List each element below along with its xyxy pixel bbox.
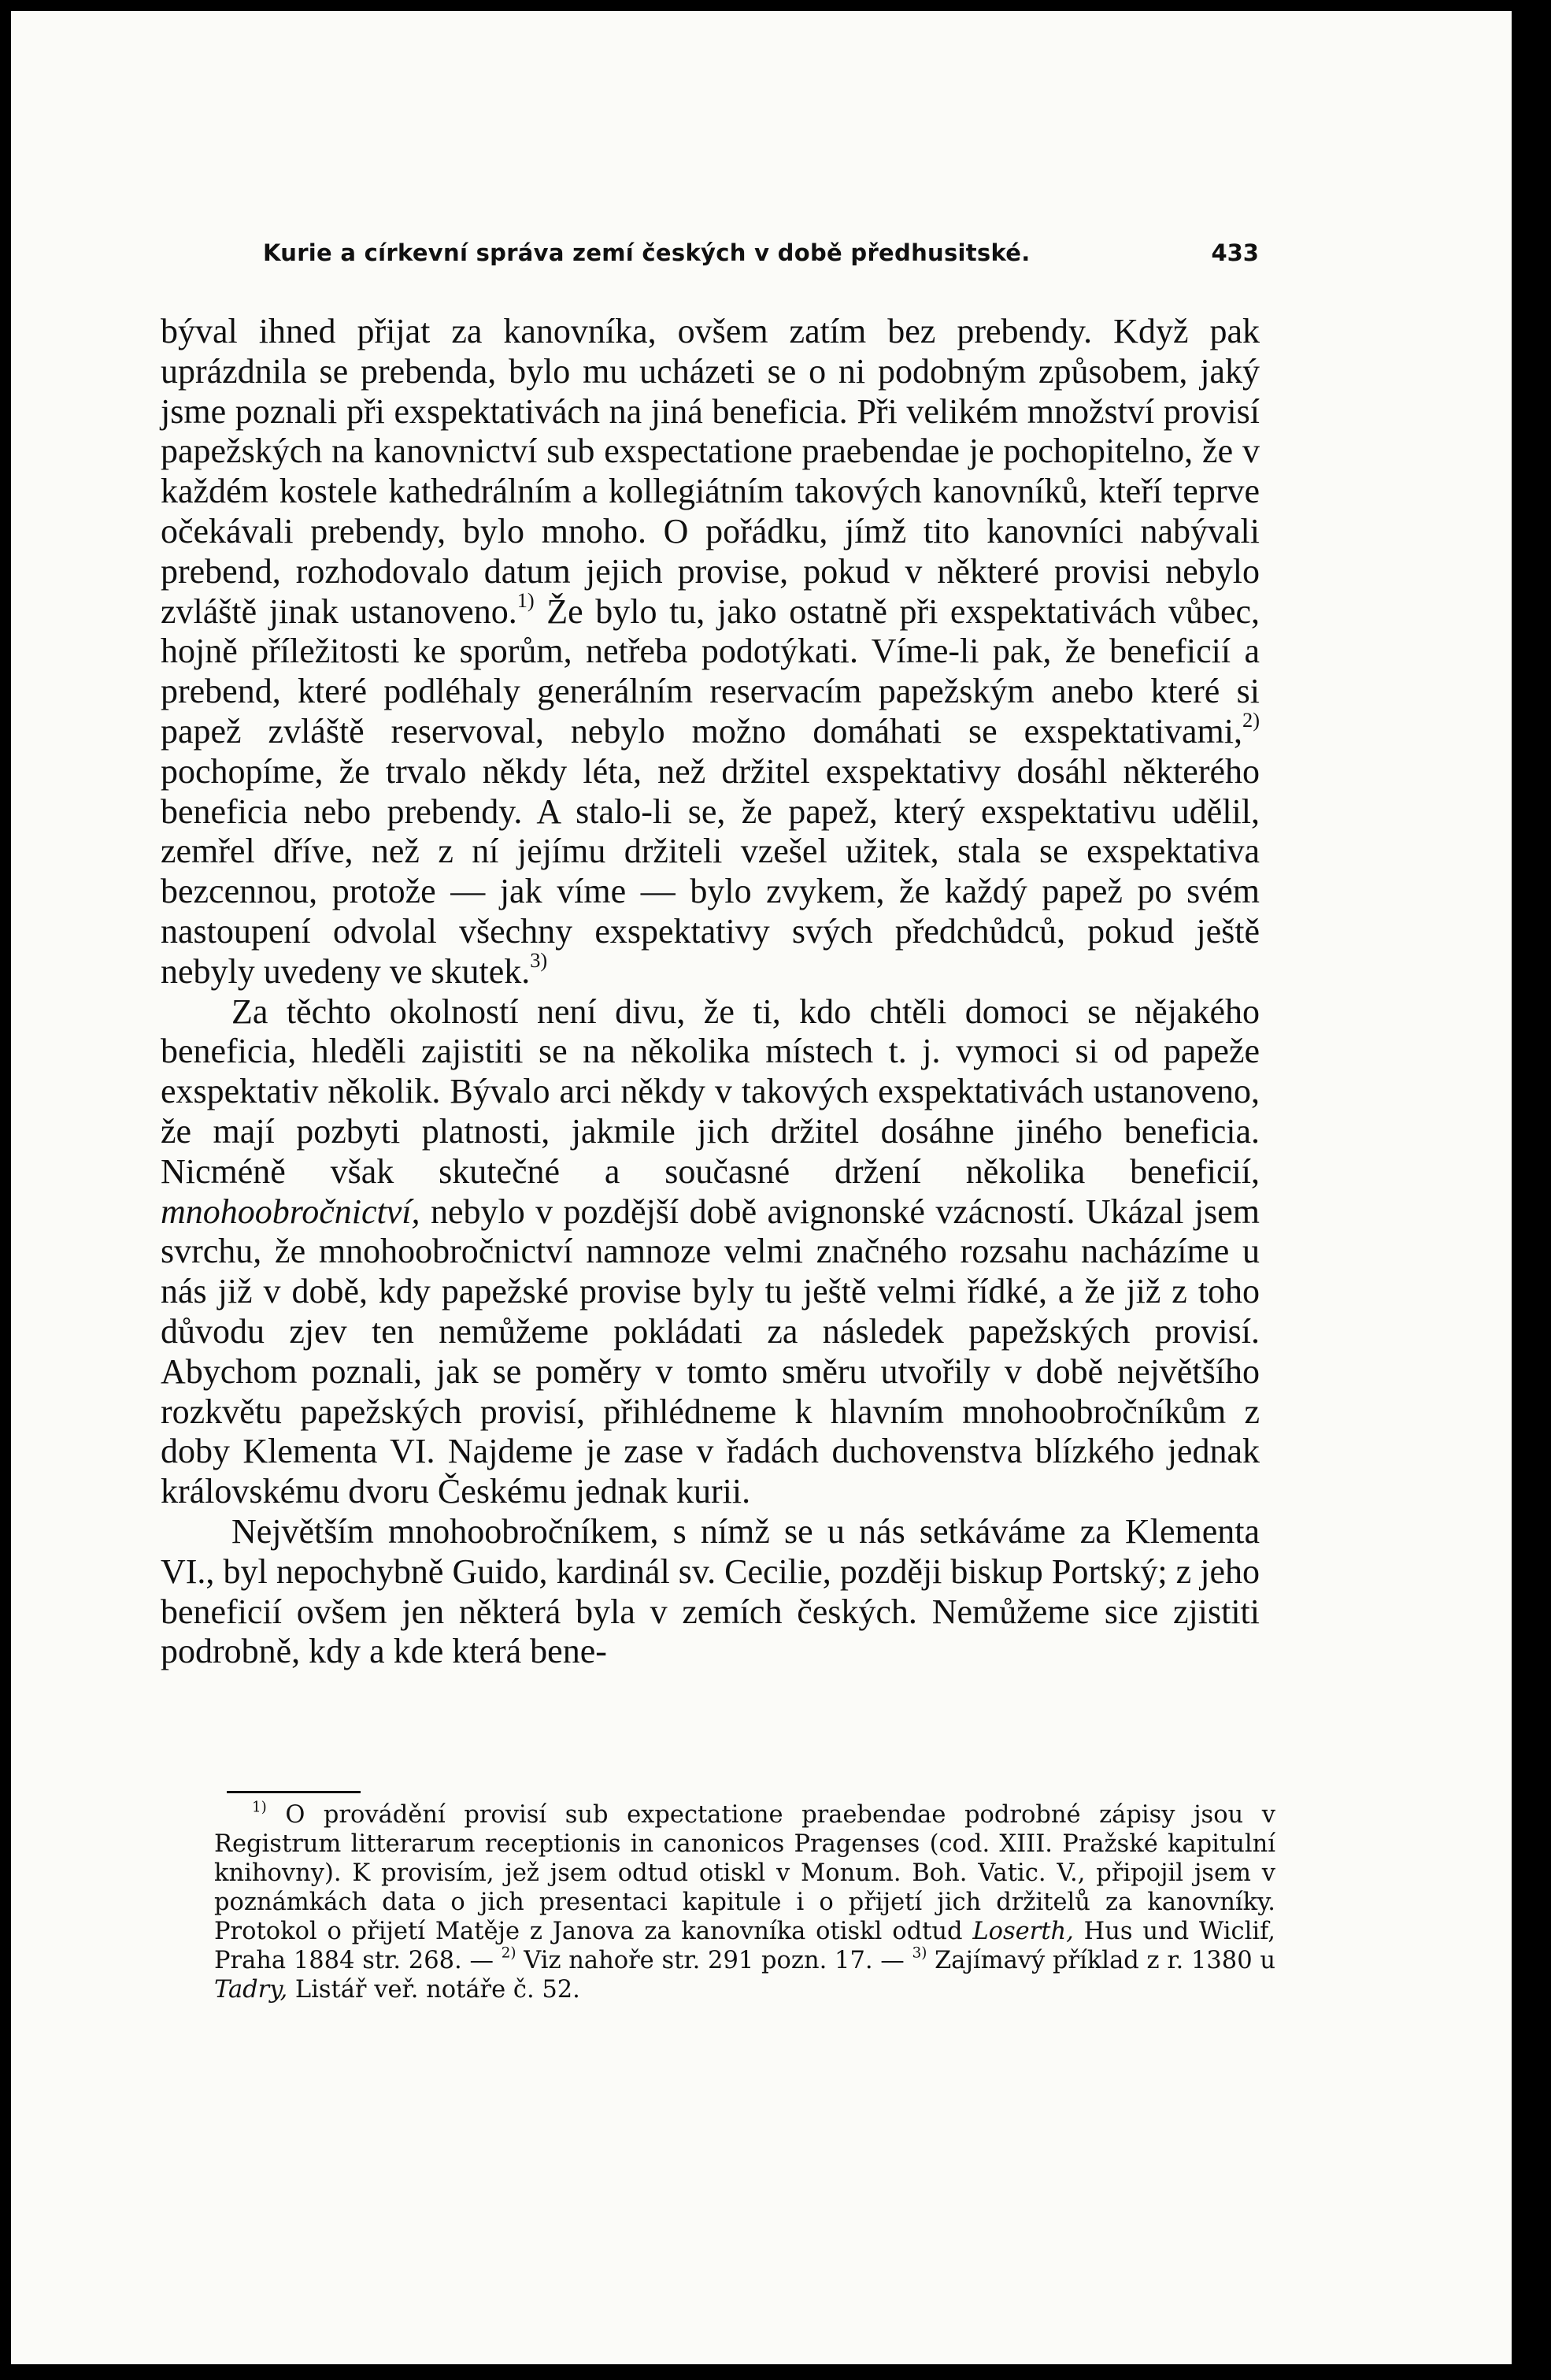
cited-author: Loserth, [972, 1918, 1074, 1945]
footnote-marker: 2) [501, 1944, 516, 1962]
page-header [263, 233, 1259, 280]
paragraph: Za těchto okolností není divu, že ti, kdo chtěli domoci se nějakého beneficia, hleděli zajistiti se na několika místech t. j. vymoci si od papeže exspektativ několik. Bývalo arci někdy v takových exspektativách ustanoveno, že mají pozbyti platnosti, jakmile jich držitel dosáhne jiného beneficia. Nicméně však skutečné a současné držení několika beneficií, mnohoobročnictví, nebylo v pozdější době avignonské vzácností. Ukázal jsem svrchu, že mnohoobročnictví namnoze velmi značného rozsahu nacházíme u nás již v době, kdy papežské provise byly tu ještě velmi řídké, a že již z toho důvodu zjev ten nemůžeme pokládati za následek papežských provisí. Abychom poznali, jak se poměry v tomto směru utvořily v době největšího rozkvětu papežských provisí, přihlédneme k hlavním mnohoobročníkům z doby Klementa VI. Najdeme je zase v řadách duchovenstva blízkého jednak královskému dvoru Českému jednak kurii. [161, 992, 1260, 1511]
footnote-ref: 2) [1242, 708, 1260, 732]
footnote-divider [227, 1791, 361, 1793]
running-title: Kurie a církevní správa zemí českých v době předhusitské. [263, 239, 1031, 266]
footnote-ref: 1) [516, 588, 535, 612]
page-number: 433 [1211, 239, 1259, 266]
footnote-marker: 1) [252, 1799, 267, 1816]
paragraph: Největším mnohoobročníkem, s nímž se u nás setkáváme za Klementa VI., byl nepochybně Guido, kardinál sv. Cecilie, později biskup Portský; z jeho beneficií ovšem jen některá byla v zemích českých. Nemůžeme sice zjistiti podrobně, kdy a kde která bene- [161, 1511, 1260, 1671]
paragraph: býval ihned přijat za kanovníka, ovšem zatím bez prebendy. Když pak uprázdnila se prebenda, bylo mu ucházeti se o ni podobným způsobem, jaký jsme poznali při exspektativách na jiná beneficia. Při velikém množství provisí papežských na kanovnictví sub exspectatione praebendae je pochopitelno, že v každém kostele kathedrálním a kollegiátním takových kanovníků, kteří teprve očekávali prebendy, bylo mnoho. O pořádku, jímž tito kanovníci nabývali prebend, rozhodovalo datum jejich provise, pokud v některé provisi nebylo zvláště jinak ustanoveno.$^{1)}$ Že bylo tu, jako ostatně při exspektativách vůbec, hojně příležitosti ke sporům, netřeba podotýkati. Víme-li pak, že beneficií a prebend, které podléhaly generálním reservacím papežským anebo které si papež zvláště reservoval, nebylo možno domáhati se exspektativami,$^{2)}$ pochopíme, že trvalo někdy léta, než držitel exspektativy dosáhl některého beneficia nebo prebendy. A stalo-li se, že papež, který exspektativu udělil, zemřel dříve, než z ní jejímu držiteli vzešel užitek, stala se exspektativa bezcennou, protože — jak víme — bylo zvykem, že každý papež po svém nastoupení odvolal všechny exspektativy svých předchůdců, pokud ještě nebyly uvedeny ve skutek.$^{3)}$ [161, 312, 1260, 991]
emphasized-term: mnohoobročnictví, [161, 1192, 420, 1231]
footnote-marker: 3) [912, 1944, 927, 1962]
footnotes [214, 1800, 1275, 2004]
cited-author: Tadry, [214, 1976, 288, 2004]
body-text [161, 312, 1260, 1672]
book-page [11, 11, 1512, 2364]
footnote-text: $^{1)}$ O provádění provisí sub expectatione praebendae podrobné zápisy jsou v Registrum litterarum receptionis in canonicos Pragenses (cod. XIII. Pražské kapitulní knihovny). K provisím, jež jsem odtud otiskl v Monum. Boh. Vatic. V., připojil jsem v poznámkách data o jich presentaci kapitule i o přijetí jich držitelů za kanovníky. Protokol o přijetí Matěje z Janova za kanovníka otiskl odtud Loserth, Hus und Wiclif, Praha 1884 str. 268. — $^{2)}$ Viz nahoře str. 291 pozn. 17. — $^{3)}$ Zajímavý příklad z r. 1380 u Tadry, Listář veř. notáře č. 52. [214, 1799, 1276, 2004]
footnote-ref: 3) [530, 947, 548, 972]
